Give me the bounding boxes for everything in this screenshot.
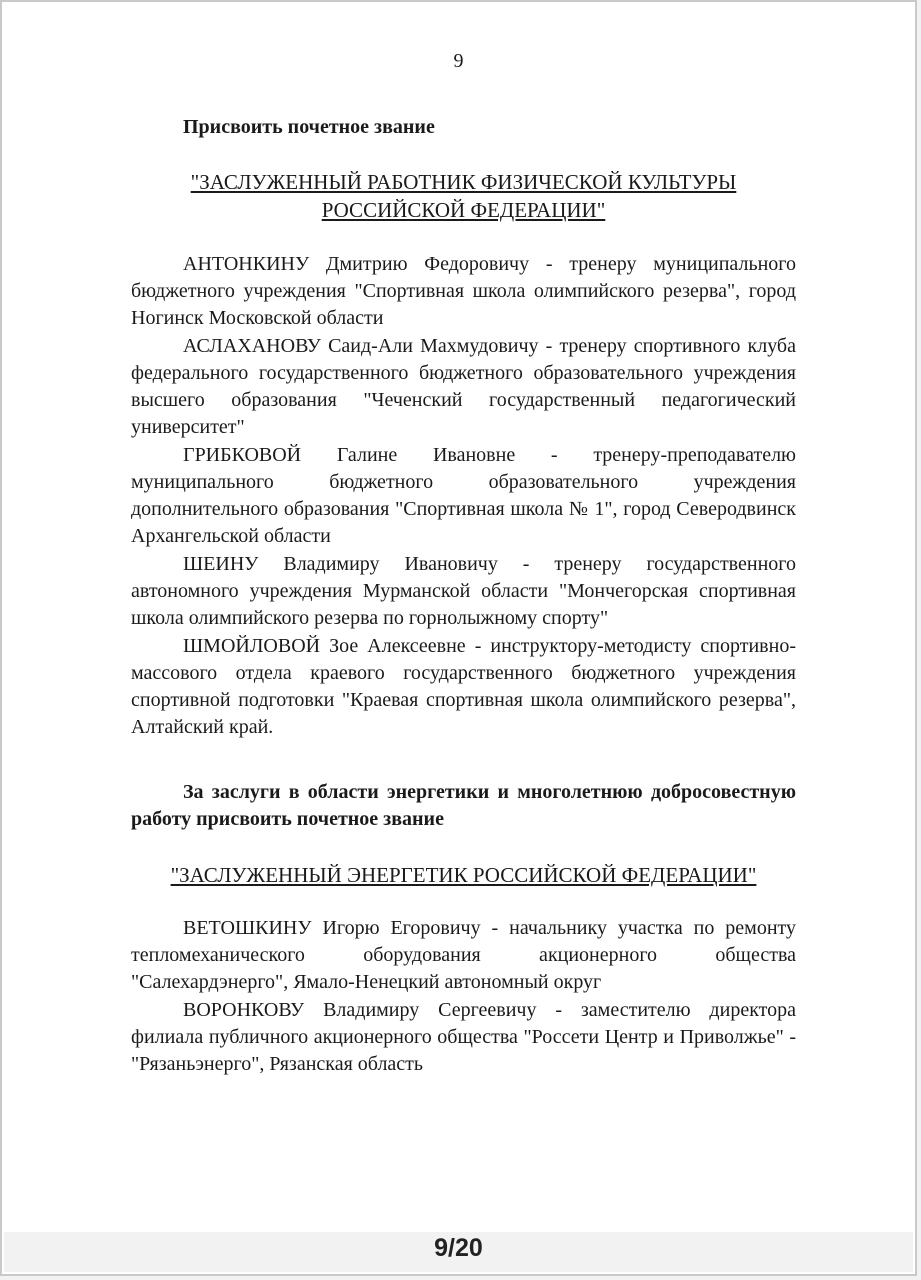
recipient-entry: ВОРОНКОВУ Владимиру Сергеевичу - заместителю директора филиала публичного акционерного общества "Россети Центр и Приволжье" - "Рязаньэнерго", Рязанская область — [131, 999, 796, 1075]
viewer-footer — [4, 1232, 913, 1272]
recipient-entry: ГРИБКОВОЙ Галине Ивановне - тренеру-преподавателю муниципального бюджетного образовательного учреждения дополнительного образования "Спортивная школа № 1", город Северодвинск Архангельской области — [131, 444, 796, 547]
recipient-entry: ВЕТОШКИНУ Игорю Егоровичу - начальнику участка по ремонту тепломеханического оборудования акционерного общества "Салехардэнерго", Ямало-Ненецкий автономный округ — [131, 917, 796, 993]
award-title-line: "ЗАСЛУЖЕННЫЙ РАБОТНИК ФИЗИЧЕСКОЙ КУЛЬТУРЫ — [190, 170, 737, 194]
award-title-physical-culture — [131, 168, 796, 224]
recipients-list-energy — [131, 915, 796, 1079]
recipient-entry: ШМОЙЛОВОЙ Зое Алексеевне - инструктору-методисту спортивно-массового отдела краевого государственного бюджетного учреждения спортивной подготовки "Краевая спортивная школа олимпийского резерва", Алтайский край. — [131, 635, 796, 738]
award-title-line: РОССИЙСКОЙ ФЕДЕРАЦИИ" — [321, 198, 606, 222]
page-number: 9 — [453, 50, 464, 72]
page-indicator: 9/20 — [434, 1234, 483, 1262]
recipient-entry: АСЛАХАНОВУ Саид-Али Махмудовичу - тренеру спортивного клуба федерального государственного бюджетного образовательного учреждения высшего образования "Чеченский государственный педагогический университет" — [131, 335, 796, 438]
recipients-list-physical-culture — [131, 251, 796, 742]
award-title-energy: "ЗАСЛУЖЕННЫЙ ЭНЕРГЕТИК РОССИЙСКОЙ ФЕДЕРАЦИИ" — [170, 863, 757, 887]
recipient-entry: ШЕИНУ Владимиру Ивановичу - тренеру государственного автономного учреждения Мурманской области "Мончегорская спортивная школа олимпийского резерва по горнолыжному спорту" — [131, 553, 796, 629]
award-heading: Присвоить почетное звание — [183, 116, 435, 138]
energy-award-intro: За заслуги в области энергетики и многолетнюю добросовестную работу присвоить почетное звание — [131, 781, 796, 830]
recipient-entry: АНТОНКИНУ Дмитрию Федоровичу - тренеру муниципального бюджетного учреждения "Спортивная школа олимпийского резерва", город Ногинск Московской области — [131, 253, 796, 329]
